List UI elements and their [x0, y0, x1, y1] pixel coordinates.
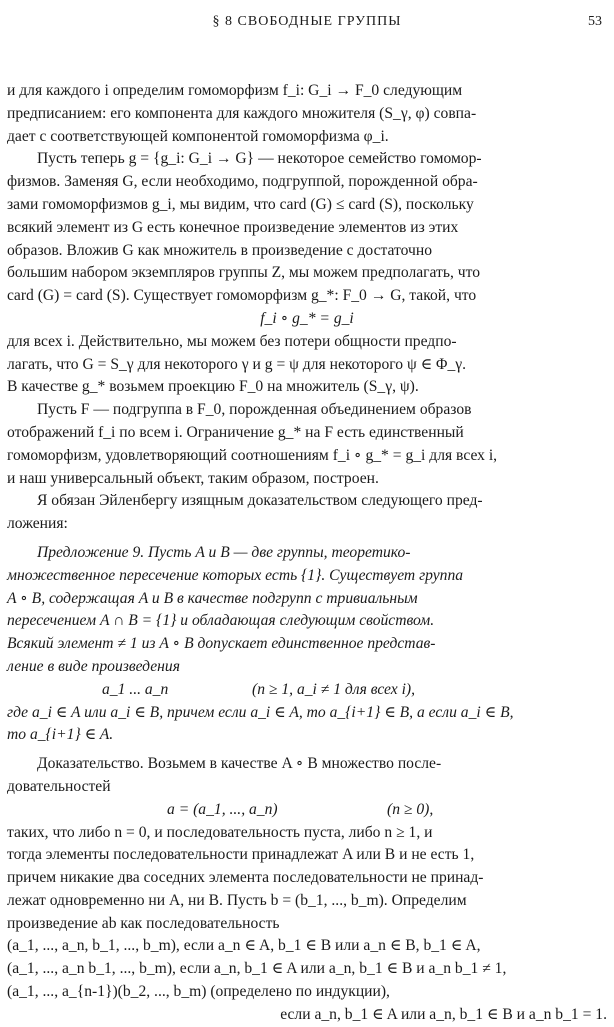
page-number: 53: [588, 14, 602, 29]
text-line: гомоморфизм, удовлетворяющий соотношениям f_i ∘ g_* = g_i для всех i,: [7, 446, 498, 464]
text-line: образов. Вложив G как множитель в произведение с достаточно: [7, 241, 433, 259]
text-line: всякий элемент из G есть конечное произведение элементов из этих: [7, 218, 459, 236]
formula: a = (a_1, ..., a_n): [167, 800, 278, 818]
proof-line: Доказательство. Возьмем в качестве A ∘ B множество после-: [37, 755, 442, 773]
text-line: дает с соответствующей компонентой гомоморфизма φ_i.: [7, 127, 389, 145]
text-line: В качестве g_* возьмем проекцию F_0 на множитель (S_γ, ψ).: [7, 378, 419, 396]
page-body: [7, 80, 607, 1027]
formula-condition: (n ≥ 0),: [387, 800, 434, 818]
text-line: произведение ab как последовательность: [7, 914, 280, 932]
proposition-line: ление в виде произведения: [7, 657, 180, 675]
formula-row: [7, 799, 607, 822]
text-line: лежат одновременно ни A, ни B. Пусть b = (b_1, ..., b_m). Определим: [7, 891, 467, 909]
formula-condition: (n ≥ 1, a_i ≠ 1 для всех i),: [252, 680, 415, 698]
formula-line: если a_n, b_1 ∈ A или a_n, b_1 ∈ B и a_n b_1 = 1.: [280, 1005, 607, 1023]
proposition-line: то a_{i+1} ∈ A.: [7, 726, 114, 744]
text-line: довательностей: [7, 777, 111, 795]
formula: f_i ∘ g_* = g_i: [260, 309, 354, 327]
proposition-line: Всякий элемент ≠ 1 из A ∘ B допускает единственное представ-: [7, 635, 436, 653]
formula: a_1 ... a_n: [102, 680, 169, 698]
text-line: Я обязан Эйленбергу изящным доказательством следующего пред-: [37, 492, 483, 510]
text-line: лагать, что G = S_γ для некоторого γ и g = ψ для некоторого ψ ∈ Φ_γ.: [7, 355, 467, 373]
proposition-line: множественное пересечение которых есть {1}. Существует группа: [7, 566, 464, 584]
text-line: и наш универсальный объект, таким образом, построен.: [7, 469, 379, 487]
proposition-line: где a_i ∈ A или a_i ∈ B, причем если a_i ∈ A, то a_{i+1} ∈ B, а если a_i ∈ B,: [7, 703, 514, 721]
text-line: зами гомоморфизмов g_i, мы видим, что card (G) ≤ card (S), поскольку: [7, 195, 474, 213]
text-line: предписанием: его компонента для каждого множителя (S_γ, φ) совпа-: [7, 104, 477, 122]
text-line: физмов. Заменяя G, если необходимо, подгруппой, порожденной обра-: [7, 173, 478, 191]
proposition-line: пересечением A ∩ B = {1} и обладающая следующим свойством.: [7, 612, 435, 630]
formula-line: (a_1, ..., a_n b_1, ..., b_m), если a_n, b_1 ∈ A или a_n, b_1 ∈ B и a_n b_1 ≠ 1,: [7, 960, 507, 978]
formula-line: (a_1, ..., a_{n-1})(b_2, ..., b_m) (определено по индукции),: [7, 983, 390, 1001]
text-line: Пусть теперь g = {g_i: G_i → G} — некоторое семейство гомомор-: [37, 150, 482, 168]
proposition-line: A ∘ B, содержащая A и B в качестве подгрупп с тривиальным: [7, 589, 418, 607]
running-header: [0, 14, 614, 34]
text-line: Пусть F — подгруппа в F_0, порожденная объединением образов: [37, 401, 472, 419]
text-line: большим набором экземпляров группы Z, мы можем предполагать, что: [7, 264, 481, 282]
formula-line: (a_1, ..., a_n, b_1, ..., b_m), если a_n ∈ A, b_1 ∈ B или a_n ∈ B, b_1 ∈ A,: [7, 937, 481, 955]
text-line: отображений f_i по всем i. Ограничение g_* на F есть единственный: [7, 423, 464, 441]
text-line: тогда элементы последовательности принадлежат A или B и не есть 1,: [7, 846, 475, 864]
text-line: для всех i. Действительно, мы можем без потери общности предпо-: [7, 332, 457, 350]
section-title: § 8 СВОБОДНЫЕ ГРУППЫ: [212, 14, 402, 29]
proposition-line: Предложение 9. Пусть A и B — две группы, теоретико-: [37, 543, 411, 561]
text-line: и для каждого i определим гомоморфизм f_i: G_i → F_0 следующим: [7, 82, 463, 99]
text-line: ложения:: [7, 515, 68, 533]
text-line: таких, что либо n = 0, и последовательность пуста, либо n ≥ 1, и: [7, 823, 433, 841]
formula-row: [7, 679, 607, 702]
text-line: card (G) = card (S). Существует гомоморфизм g_*: F_0 → G, такой, что: [7, 287, 477, 305]
text-line: причем никакие два соседних элемента последовательности не принад-: [7, 869, 484, 887]
